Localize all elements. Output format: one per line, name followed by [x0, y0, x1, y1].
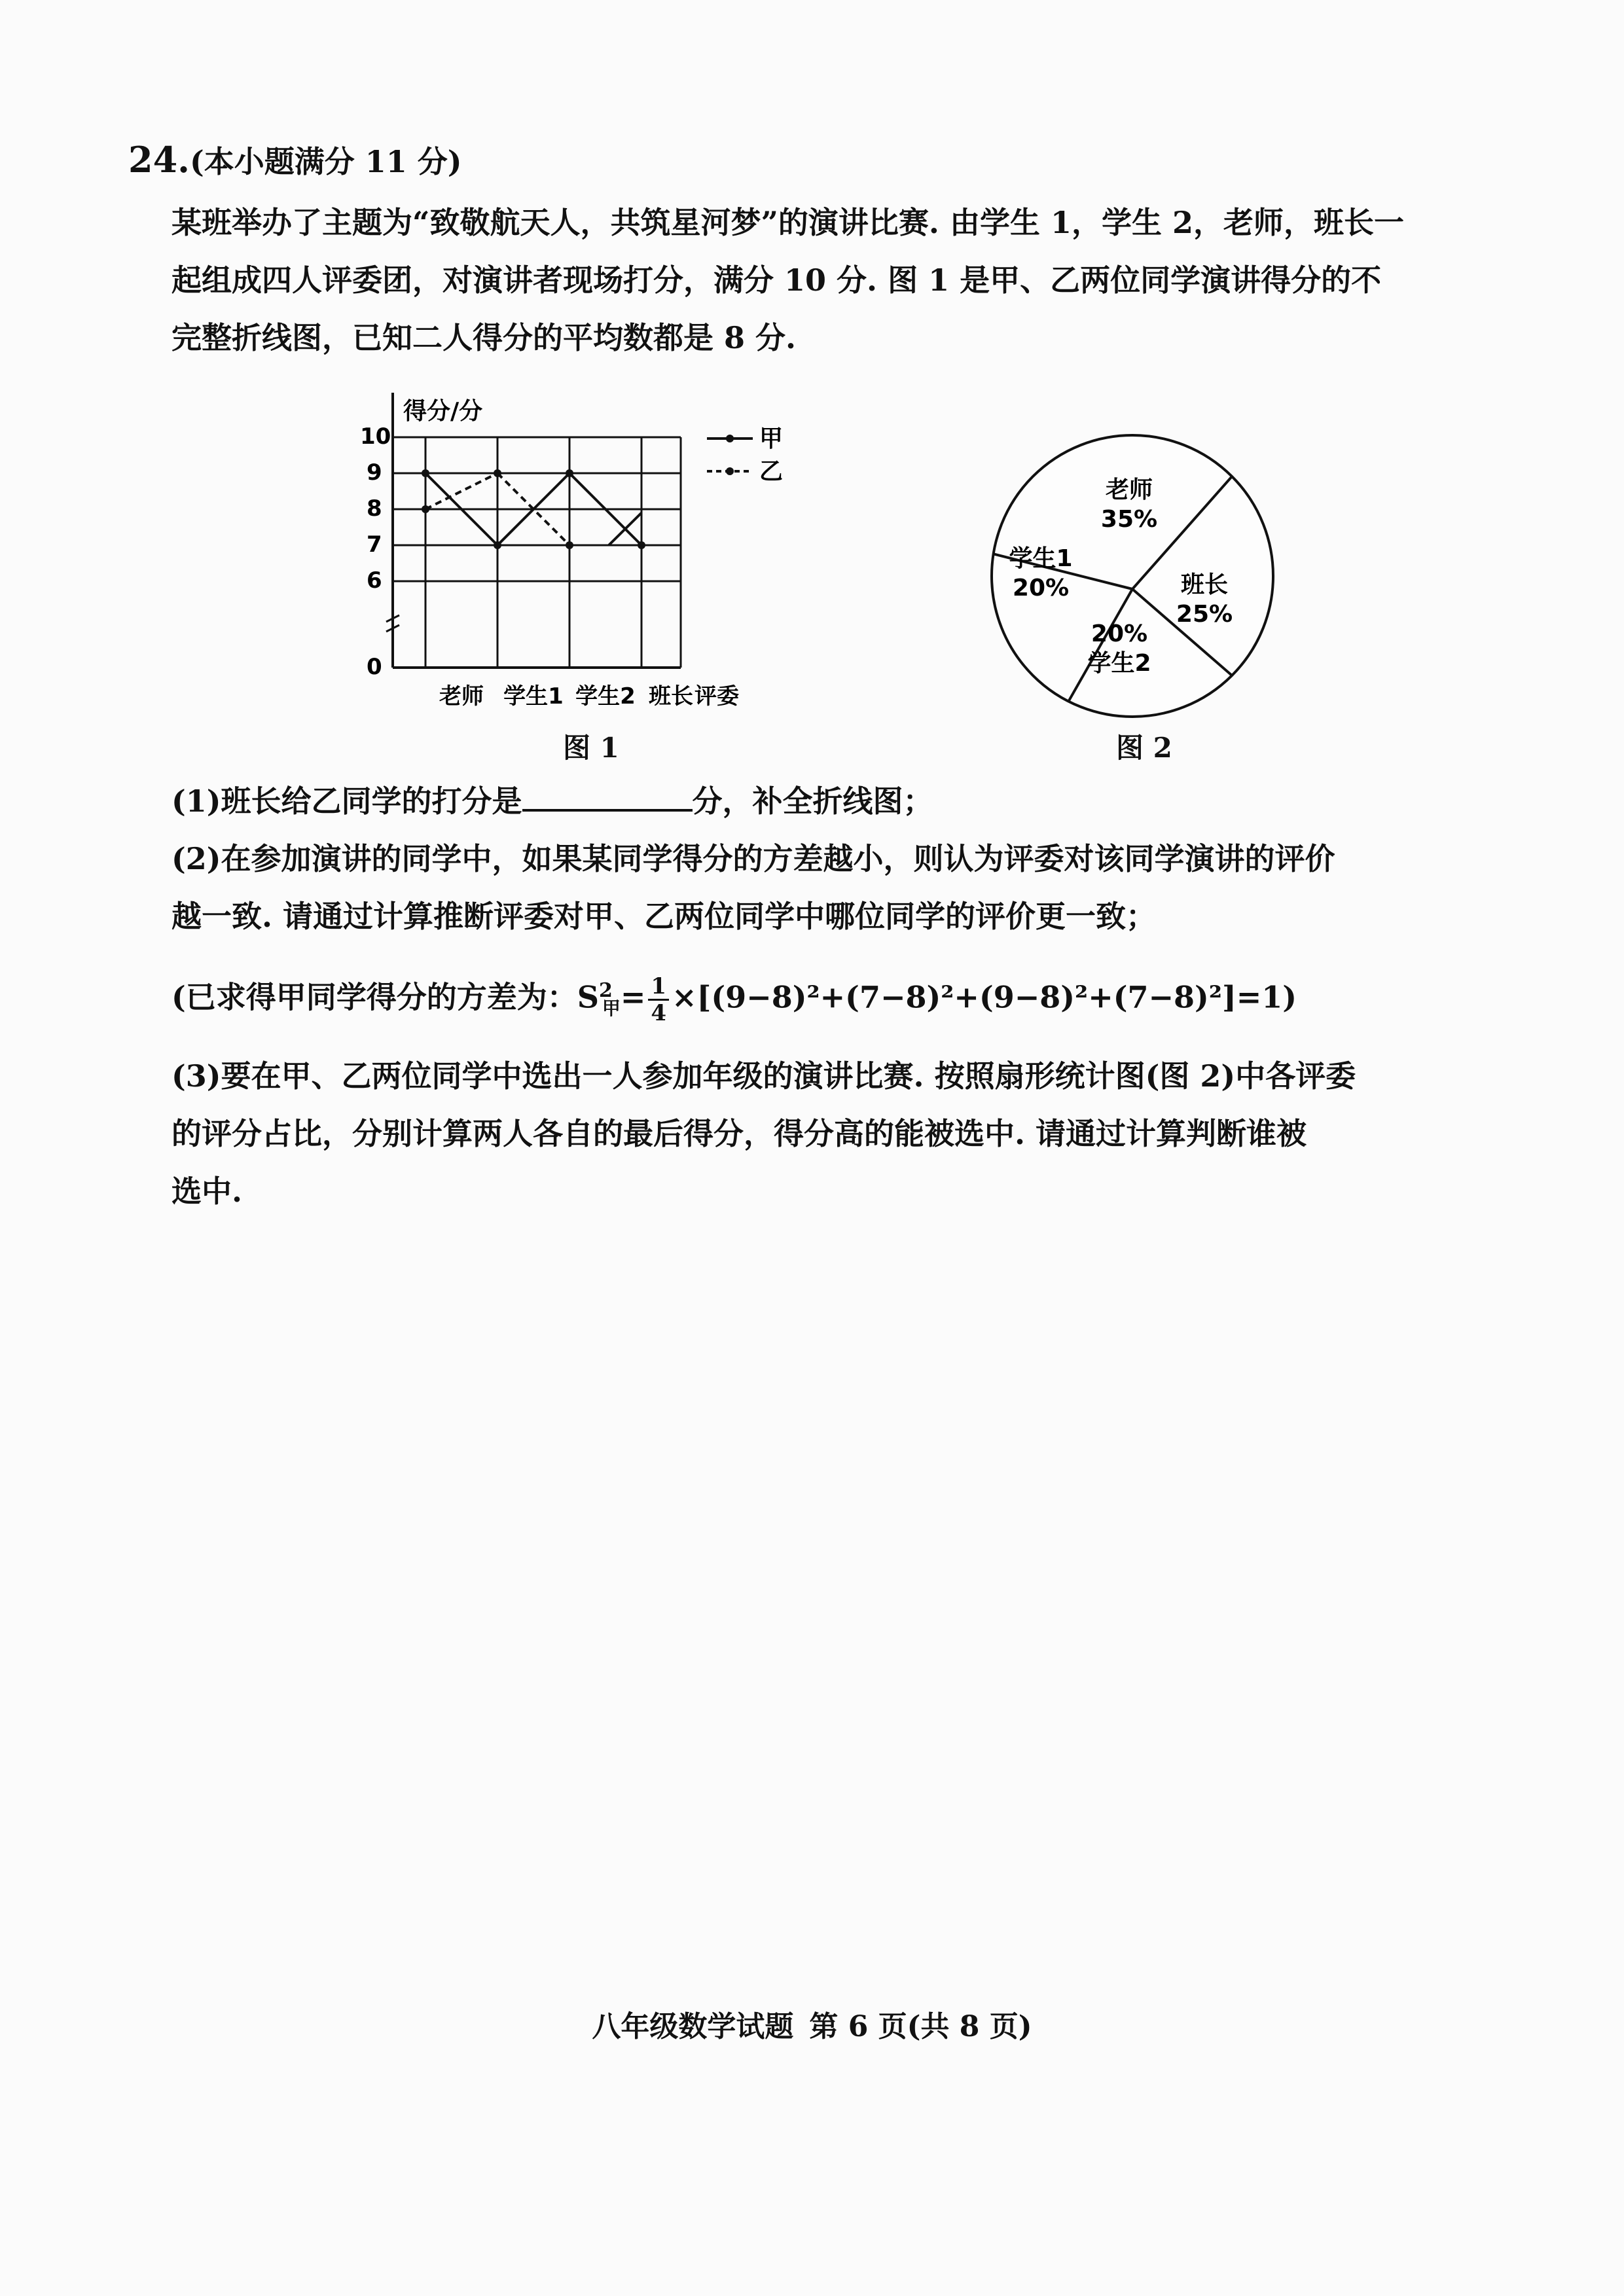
x-axis-label: 评委 — [695, 683, 739, 709]
series-甲-point-3 — [638, 541, 645, 549]
series-甲-point-2 — [566, 469, 573, 477]
series-乙-point-2 — [566, 541, 573, 549]
figure2-caption: 图 2 — [1116, 732, 1172, 764]
page-footer — [0, 2003, 1624, 2045]
x-tick-student1: 学生1 — [503, 683, 564, 709]
footer-subject: 八年级数学试题 — [592, 2010, 794, 2043]
figure1-caption: 图 1 — [563, 732, 619, 764]
variance-eq: = — [620, 979, 646, 1015]
footer-page: 第 6 页(共 8 页) — [809, 2010, 1032, 2043]
variance-after: ×[(9−8)²+(7−8)²+(9−8)²+(7−8)²]=1) — [672, 979, 1297, 1015]
series-乙-point-1 — [494, 469, 501, 477]
figure1-line-chart — [340, 386, 838, 740]
variance-before: (已求得甲同学得分的方差为：S — [171, 979, 599, 1015]
intro-line-2: 起组成四人评委团，对演讲者现场打分，满分 10 分. 图 1 是甲、乙两位同学演讲得分的不 — [171, 262, 1382, 298]
y-tick-10: 10 — [360, 423, 391, 450]
question-header — [128, 131, 462, 190]
variance-line — [171, 962, 1297, 1037]
pie-pct-student2: 20% — [1091, 620, 1148, 647]
y-tick-9: 9 — [367, 459, 382, 486]
pie-pct-student1: 20% — [1012, 575, 1070, 601]
part3-line-2: 的评分占比，分别计算两人各自的最后得分，得分高的能被选中. 请通过计算判断谁被 — [171, 1116, 1307, 1151]
variance-sup: 2 — [598, 979, 613, 1002]
series-甲-point-0 — [422, 469, 429, 477]
fraction-one-quarter — [648, 974, 669, 1026]
legend-yi-label: 乙 — [759, 458, 784, 485]
question-score: (本小题满分 11 分) — [189, 144, 462, 179]
series-乙-segment-0 — [425, 473, 497, 509]
part2-line-2: 越一致. 请通过计算推断评委对甲、乙两位同学中哪位同学的评价更一致； — [171, 899, 1157, 934]
part3-line-3: 选中. — [171, 1174, 243, 1209]
y-tick-8: 8 — [367, 495, 382, 522]
y-tick-7: 7 — [367, 531, 382, 558]
pie-pct-teacher: 35% — [1100, 506, 1158, 533]
part1-answer-blank[interactable] — [522, 783, 693, 812]
legend-yi-marker — [726, 467, 734, 475]
pie-pct-monitor: 25% — [1176, 601, 1233, 628]
chart-grid — [393, 437, 681, 668]
fraction-numerator: 1 — [648, 974, 669, 1001]
part2-line-1: (2)在参加演讲的同学中，如果某同学得分的方差越小，则认为评委对该同学演讲的评价 — [171, 841, 1335, 876]
y-tick-0: 0 — [367, 654, 382, 680]
x-tick-teacher: 老师 — [439, 683, 484, 709]
part1-text-before: (1)班长给乙同学的打分是 — [171, 783, 522, 819]
x-tick-student2: 学生2 — [575, 683, 636, 709]
part3-line-1: (3)要在甲、乙两位同学中选出一人参加年级的演讲比赛. 按照扇形统计图(图 2)中各评委 — [171, 1058, 1356, 1094]
intro-line-3: 完整折线图，已知二人得分的平均数都是 8 分. — [171, 320, 797, 355]
legend-jia-marker — [726, 435, 734, 442]
part1-text-after: 分，补全折线图； — [692, 783, 933, 819]
x-tick-monitor: 班长 — [649, 683, 693, 709]
legend-jia-label: 甲 — [759, 425, 784, 452]
intro-line-1: 某班举办了主题为“致敬航天人，共筑星河梦”的演讲比赛. 由学生 1，学生 2，老师，班长一 — [171, 205, 1404, 240]
series-乙-point-0 — [422, 505, 429, 513]
question-number: 24. — [128, 139, 190, 181]
y-tick-6: 6 — [367, 567, 382, 594]
pie-label-student1: 学生1 — [1009, 545, 1073, 572]
fraction-denominator: 4 — [651, 999, 667, 1026]
variance-sub: 甲 — [602, 997, 621, 1019]
pie-label-monitor: 班长 — [1180, 571, 1229, 598]
series-甲-point-1 — [494, 541, 501, 549]
pie-label-student2: 学生2 — [1087, 650, 1151, 677]
figure2-pie-chart — [982, 425, 1283, 726]
pie-label-teacher: 老师 — [1105, 476, 1153, 503]
y-axis-label: 得分/分 — [403, 398, 483, 425]
part1 — [171, 772, 933, 830]
